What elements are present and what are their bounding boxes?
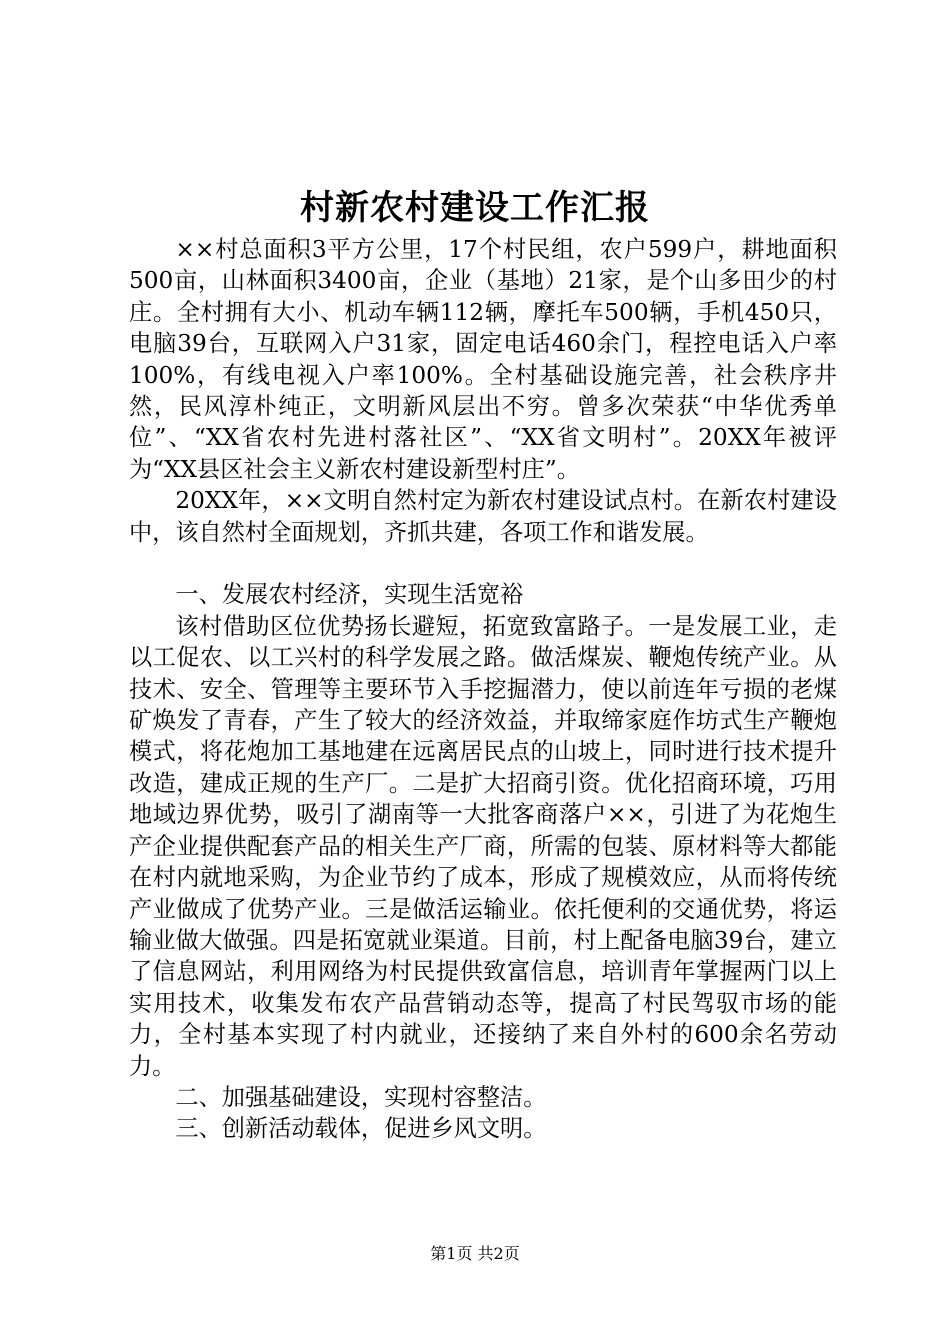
- document-title: 村新农村建设工作汇报: [300, 188, 650, 228]
- page-number-footer: 第1页 共2页: [430, 1244, 520, 1263]
- section-2-heading: 二、加强基础建设，实现村容整洁。: [175, 1083, 547, 1111]
- document-body: [129, 234, 837, 1145]
- section-1-text: 该村借助区位优势扬长避短，拓宽致富路子。一是发展工业，走以工促农、以工兴村的科学发展之路。做活煤炭、鞭炮传统产业。从技术、安全、管理等主要环节入手挖掘潜力，使以前连年亏损的老煤矿焕发了青春，产生了较大的经济效益，并取缔家庭作坊式生产鞭炮模式，将花炮加工基地建在远离居民点的山坡上，同时进行技术提升改造，建成正规的生产厂。二是扩大招商引资。优化招商环境，巧用地域边界优势，吸引了湖南等一大批客商落户××，引进了为花炮生产企业提供配套产品的相关生产厂商，所需的包装、原材料等大都能在村内就地采购，为企业节约了成本，形成了规模效应，从而将传统产业做成了优势产业。三是做活运输业。依托便利的交通优势，将运输业做大做强。四是拓宽就业渠道。目前，村上配备电脑39台，建立了信息网站，利用网络为村民提供致富信息，培训青年掌握两门以上实用技术，收集发布农产品营销动态等，提高了村民驾驭市场的能力，全村基本实现了村内就业，还接纳了来自外村的600余名劳动力。: [129, 612, 837, 1080]
- pilot-paragraph: 20XX年，××文明自然村定为新农村建设试点村。在新农村建设中，该自然村全面规划，齐抓共建，各项工作和谐发展。: [129, 487, 837, 546]
- intro-paragraph: ××村总面积3平方公里，17个村民组，农户599户，耕地面积500亩，山林面积3400亩，企业（基地）21家，是个山多田少的村庄。全村拥有大小、机动车辆112辆，摩托车500辆，手机450只，电脑39台，互联网入户31家，固定电话460余门，程控电话入户率100%，有线电视入户率100%。全村基础设施完善，社会秩序井然，民风淳朴纯正，文明新风层出不穷。曾多次荣获“中华优秀单位”、“XX省农村先进村落社区”、“XX省文明村”。20XX年被评为“XX县区社会主义新农村建设新型村庄”。: [129, 236, 837, 483]
- section-1-heading: 一、发展农村经济，实现生活宽裕: [175, 581, 524, 609]
- section-3-heading: 三、创新活动载体，促进乡风文明。: [175, 1115, 547, 1143]
- paragraph-spacer: [129, 548, 837, 579]
